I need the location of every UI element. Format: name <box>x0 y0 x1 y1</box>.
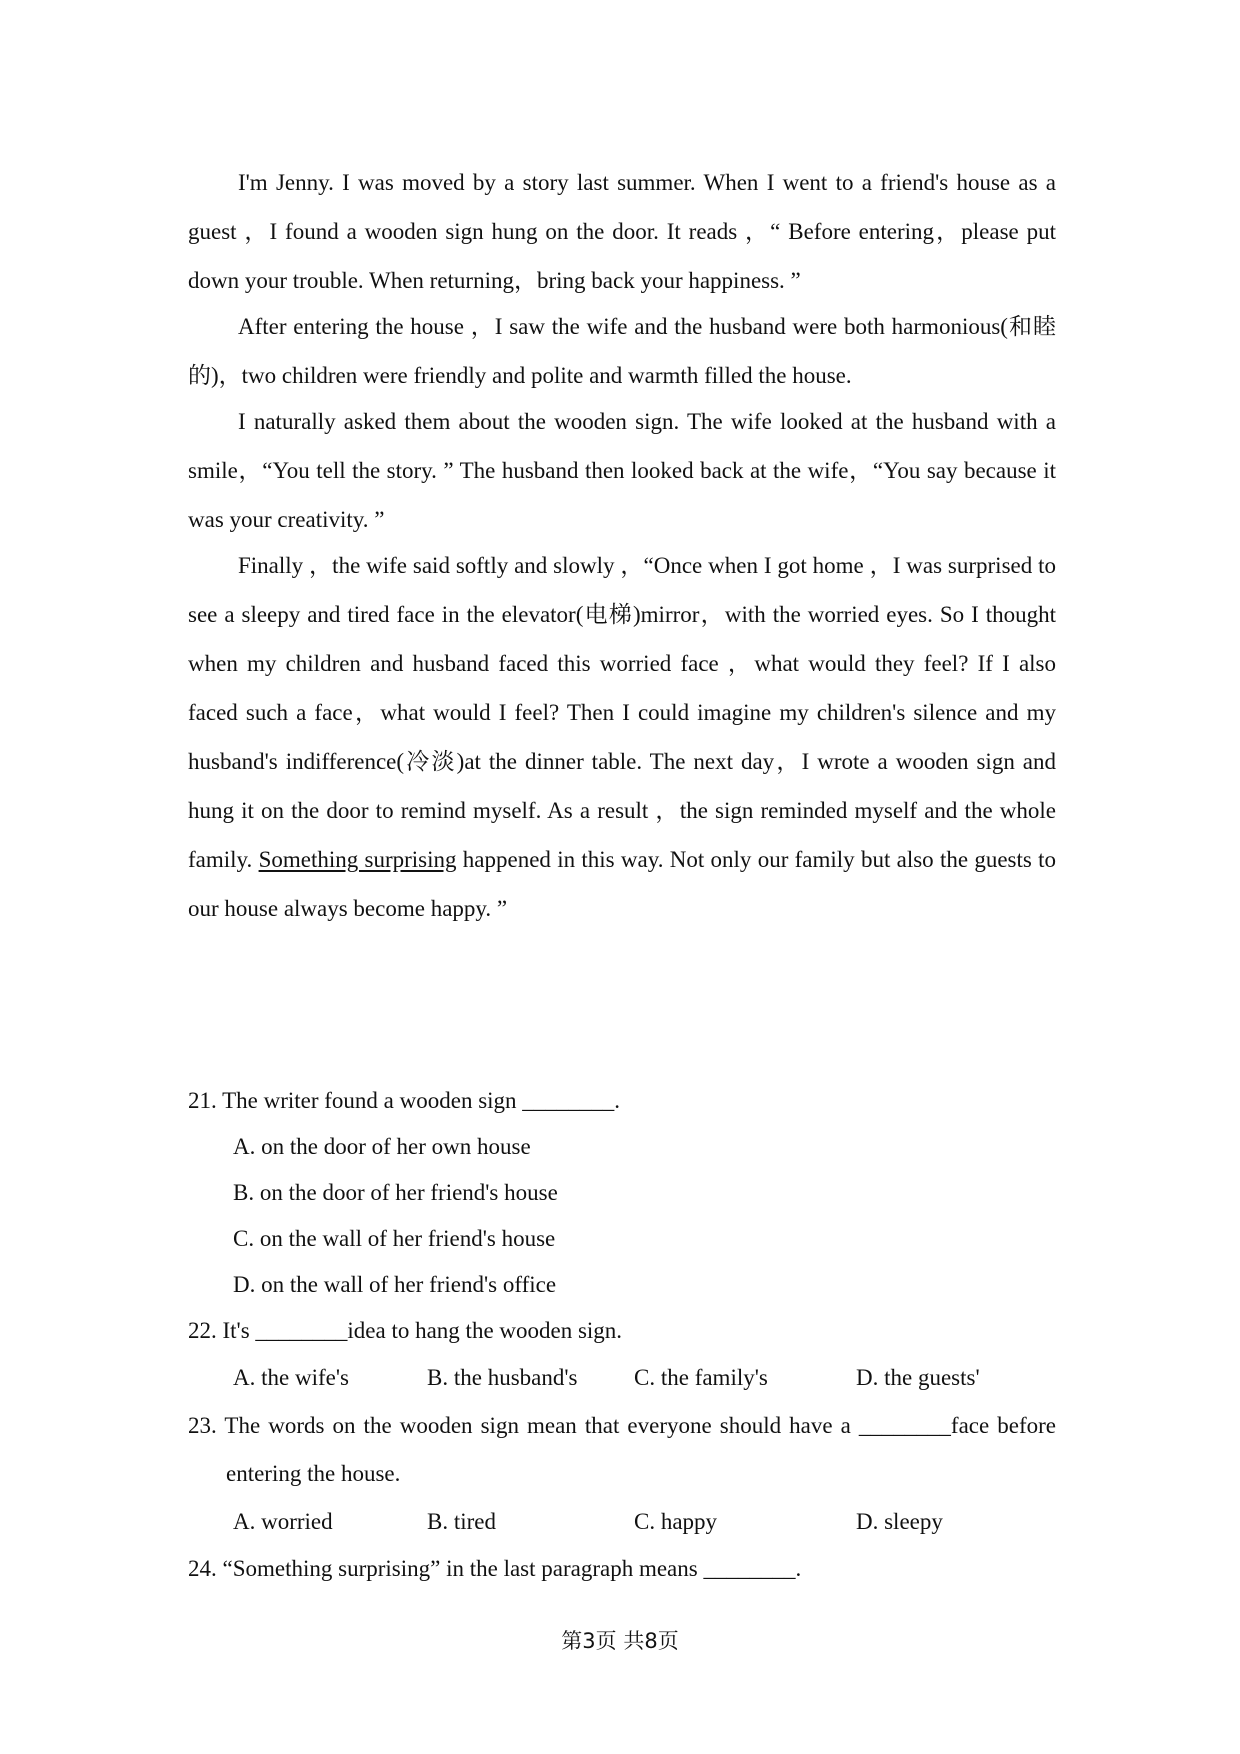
question-24 <box>188 1546 1056 1592</box>
option-a: A. on the door of her own house <box>233 1134 531 1159</box>
option-b: B. on the door of her friend's house <box>233 1180 558 1205</box>
paragraph-4-text-after: happened in this way. Not only our family but also the guests to our house always become happy. ” <box>188 847 1056 921</box>
question-list <box>188 1078 1056 1592</box>
option-a: A. the wife's <box>233 1365 349 1390</box>
option-d: D. the guests' <box>856 1365 980 1390</box>
question-stem: 21. The writer found a wooden sign ________. <box>188 1088 621 1113</box>
page-number: 第3页 共8页 <box>561 1629 679 1653</box>
paragraph-1: I'm Jenny. I was moved by a story last summer. When I went to a friend's house as a guest ，I found a wooden sign hung on the door. It reads ，“ Before entering，please put down your trouble. When returning，bring back your happiness. ” <box>188 170 1056 293</box>
question-stem: 22. It's ________idea to hang the wooden sign. <box>188 1318 623 1343</box>
question-21 <box>188 1078 1056 1308</box>
question-stem: 23. The words on the wooden sign mean that everyone should have a ________face before entering the house. <box>188 1413 1056 1486</box>
question-stem: 24. “Something surprising” in the last paragraph means ________. <box>188 1556 802 1581</box>
reading-passage <box>188 158 1056 933</box>
paragraph-3: I naturally asked them about the wooden sign. The wife looked at the husband with a smile，“You tell the story. ” The husband then looked back at the wife，“You say because it was your creativity. ” <box>188 409 1056 532</box>
underlined-phrase: Something surprising <box>258 847 457 872</box>
option-c: C. the family's <box>634 1365 768 1390</box>
option-d: D. sleepy <box>856 1509 943 1534</box>
option-b: B. the husband's <box>427 1365 578 1390</box>
option-a: A. worried <box>233 1509 333 1534</box>
option-row <box>188 1354 1056 1402</box>
option-d: D. on the wall of her friend's office <box>233 1272 557 1297</box>
paragraph-4 <box>188 541 1056 933</box>
paragraph-4-text-before: Finally ，the wife said softly and slowly ，“Once when I got home ，I was surprised to see a sleepy and tired face in the elevator(电梯)mirror，with the worried eyes. So I thought when my children and husband faced this worried face ，what would they feel? If I also faced such a face，what would I feel? Then I could imagine my children's silence and my husband's indifference(冷淡)at the dinner table. The next day，I wrote a wooden sign and hung it on the door to remind myself. As a result ，the sign reminded myself and the whole family. <box>188 553 1056 872</box>
option-row <box>188 1498 1056 1546</box>
paragraph-2: After entering the house ，I saw the wife and the husband were both harmonious(和睦的)，two children were friendly and polite and warmth filled the house. <box>188 314 1056 388</box>
question-23 <box>188 1402 1056 1546</box>
option-c: C. on the wall of her friend's house <box>233 1226 556 1251</box>
question-22 <box>188 1308 1056 1402</box>
option-b: B. tired <box>427 1509 496 1534</box>
option-c: C. happy <box>634 1509 718 1534</box>
